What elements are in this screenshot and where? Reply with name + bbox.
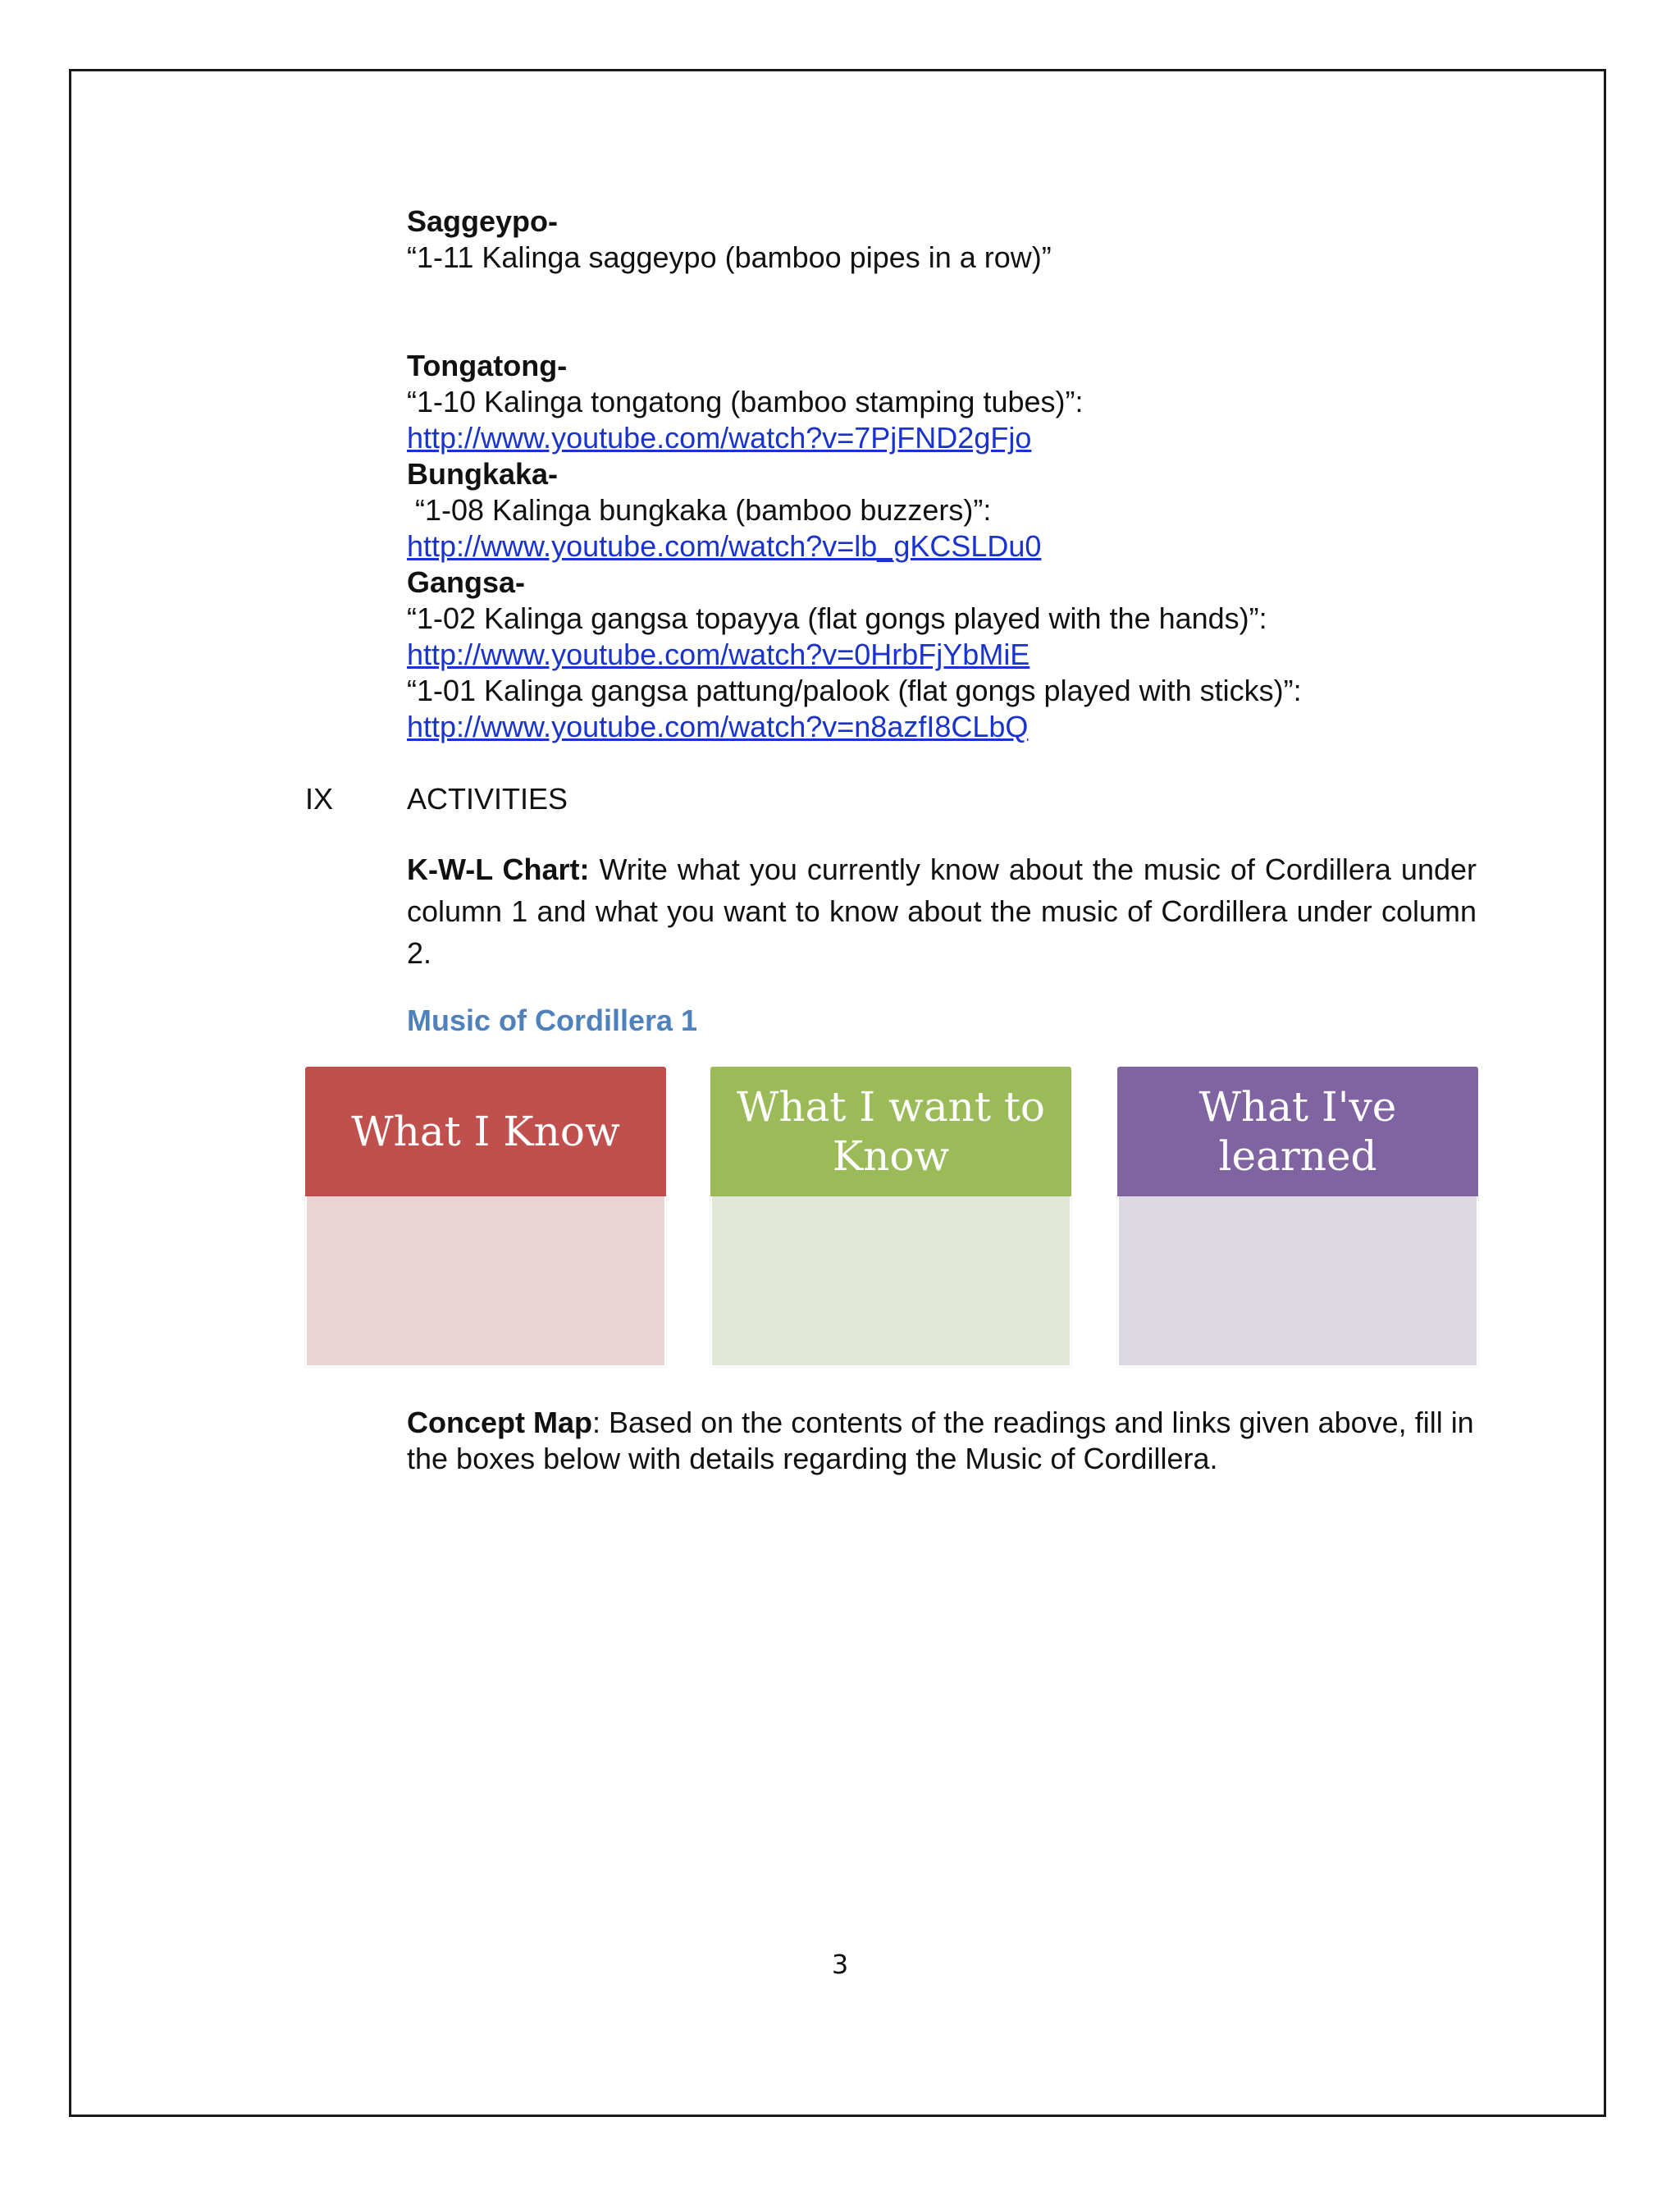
recording-title: “1-08 Kalinga bungkaka (bamboo buzzers)”: [407, 493, 992, 527]
instrument-heading: Bungkaka- [407, 457, 559, 491]
recording-title: “1-11 Kalinga saggeypo (bamboo pipes in a row)” [407, 240, 1052, 274]
instrument-heading: Saggeypo- [407, 204, 559, 238]
kwl-column-want [710, 1067, 1071, 1367]
concept-map-text: : Based on the contents of the readings and links given above, fill in the boxes below with details regarding the Music of Cordillera. [407, 1406, 1474, 1475]
page-number: 3 [831, 1949, 849, 1980]
recording-title: “1-01 Kalinga gangsa pattung/palook (flat gongs played with sticks)”: [407, 674, 1302, 707]
youtube-link[interactable]: http://www.youtube.com/watch?v=0HrbFjYbMiE [407, 638, 1030, 671]
instrument-heading: Gangsa- [407, 565, 526, 599]
recording-title: “1-02 Kalinga gangsa topayya (flat gongs played with the hands)”: [407, 601, 1267, 635]
recording-title: “1-10 Kalinga tongatong (bamboo stamping tubes)”: [407, 385, 1084, 418]
kwl-label: K-W-L Chart: [407, 853, 590, 886]
kwl-column-header: What I've learned [1117, 1067, 1478, 1196]
section-number: IX [305, 782, 334, 816]
instrument-heading: Tongatong- [407, 349, 568, 382]
kwl-answer-box[interactable] [305, 1196, 666, 1367]
kwl-instructions [407, 848, 1477, 974]
section-title: ACTIVITIES [407, 782, 568, 816]
kwl-answer-box[interactable] [1117, 1196, 1478, 1367]
kwl-chart-heading: Music of Cordillera 1 [407, 1004, 698, 1037]
kwl-column-header: What I want to Know [710, 1067, 1071, 1196]
kwl-column-header: What I Know [305, 1067, 666, 1196]
kwl-column-know [305, 1067, 666, 1367]
kwl-answer-box[interactable] [710, 1196, 1071, 1367]
youtube-link[interactable]: http://www.youtube.com/watch?v=n8azfI8CLbQ [407, 710, 1029, 743]
youtube-link[interactable]: http://www.youtube.com/watch?v=lb_gKCSLDu0 [407, 529, 1042, 563]
youtube-link[interactable]: http://www.youtube.com/watch?v=7PjFND2gFjo [407, 421, 1032, 455]
kwl-column-learned [1117, 1067, 1478, 1367]
concept-map-label: Concept Map [407, 1406, 593, 1439]
instrument-list [407, 203, 1477, 745]
kwl-instruction-text: Write what you currently know about the music of Cordillera under column 1 and what you want to know about the music of Cordillera under column 2. [407, 853, 1477, 970]
concept-map-instructions [407, 1405, 1477, 1477]
